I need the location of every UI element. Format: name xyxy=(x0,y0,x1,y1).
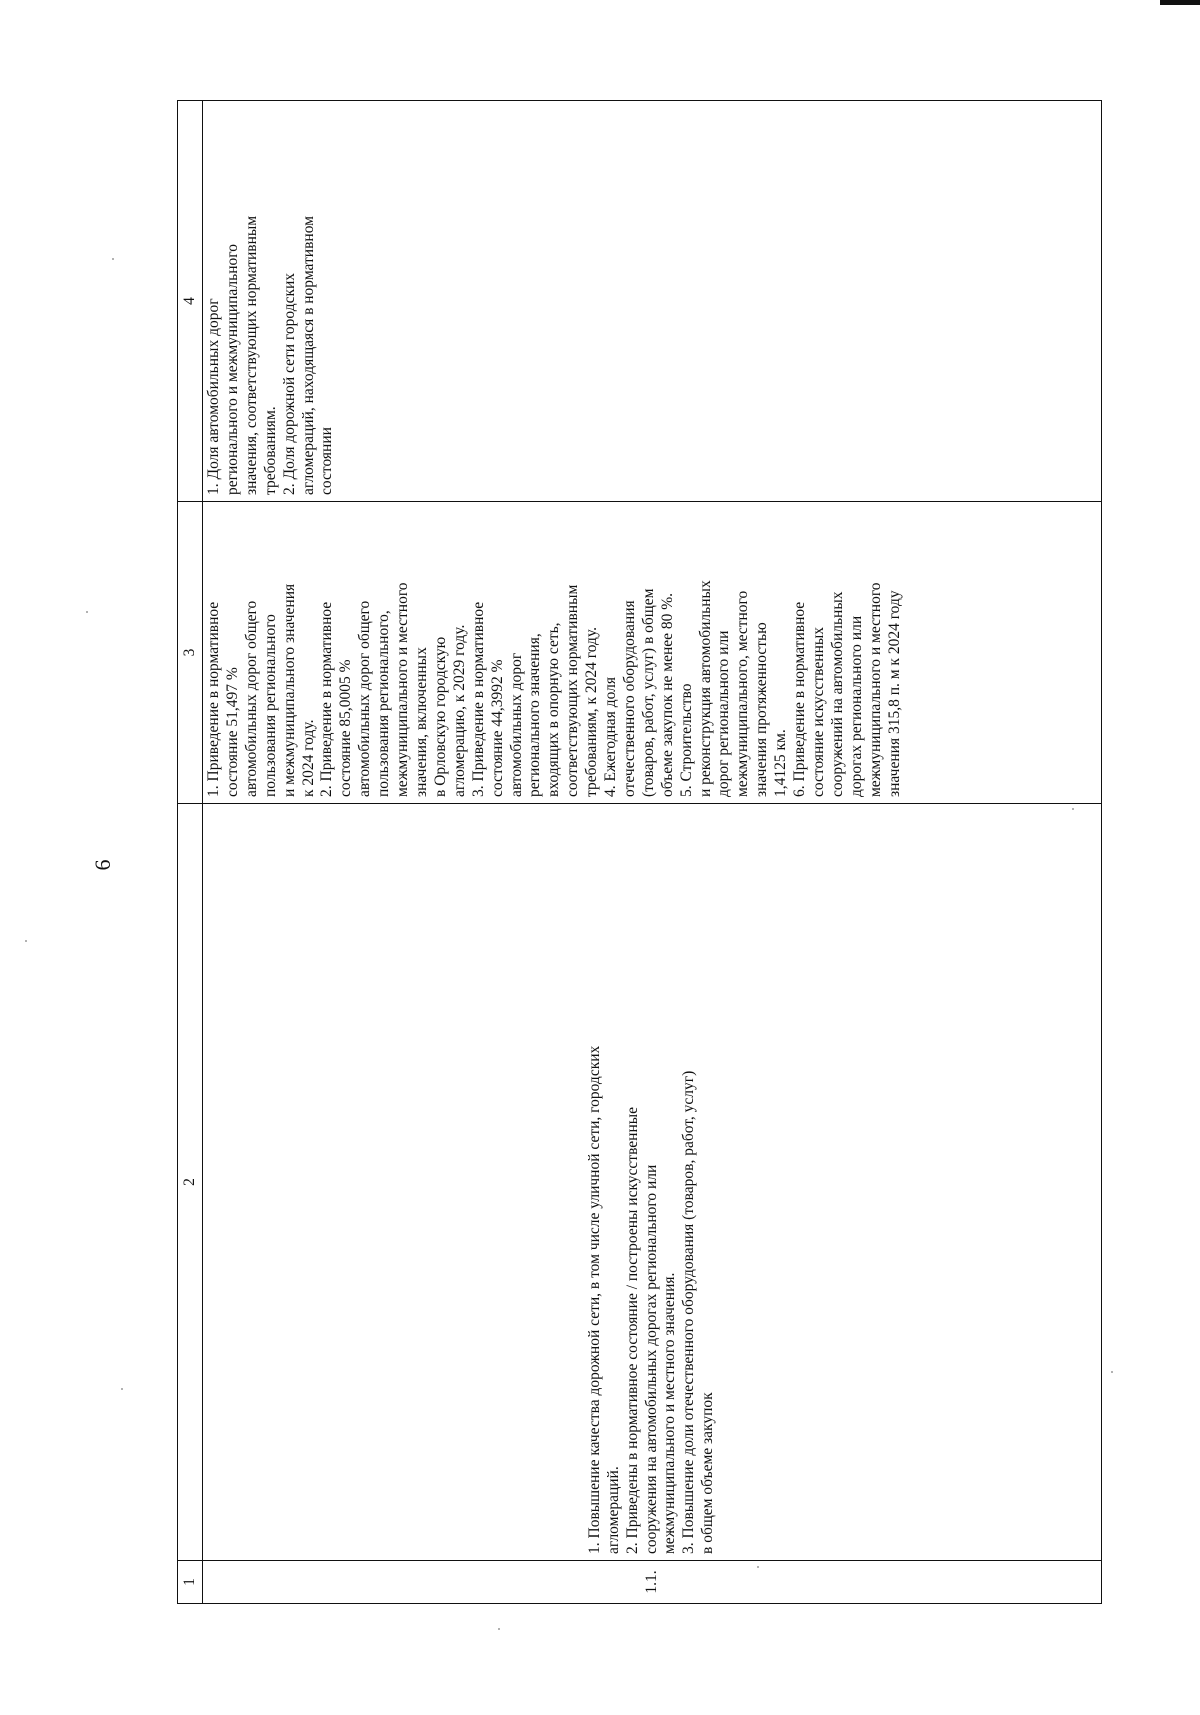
indicators-line: 2. Доля дорожной сети городских xyxy=(280,272,298,495)
tasks-text xyxy=(586,810,718,1554)
header-col-1: 1 xyxy=(178,1561,203,1604)
results-line: и межмуниципального значения xyxy=(280,583,298,797)
table-row xyxy=(203,101,1102,1604)
tasks-cell xyxy=(203,804,1102,1561)
results-line: агломерацию, к 2029 году. xyxy=(450,624,468,797)
results-line: состояние 51,497 % xyxy=(223,667,241,797)
indicators-line: состоянии xyxy=(318,427,336,495)
results-line: пользования регионального, xyxy=(375,610,393,797)
results-line: межмуниципального, местного xyxy=(734,590,752,797)
results-line: состояние искусственных xyxy=(810,626,827,797)
results-line: соответствующих нормативным xyxy=(564,584,582,797)
results-cell xyxy=(203,502,1102,804)
results-line: 6. Приведение в нормативное xyxy=(791,601,809,797)
results-line: требованиям, к 2024 году. xyxy=(583,626,601,797)
results-line: межмуниципального и местного xyxy=(394,582,412,797)
indicators-cell xyxy=(203,101,1102,502)
results-line: автомобильных дорог общего xyxy=(242,600,260,797)
results-line: регионального значения, xyxy=(526,633,544,797)
results-line: межмуниципального и местного xyxy=(866,582,884,797)
table-header-row xyxy=(178,101,203,1604)
tasks-line: 3. Повышение доли отечественного оборудования (товаров, работ, услуг) xyxy=(680,1070,698,1554)
results-line: и реконструкция автомобильных xyxy=(696,580,714,797)
tasks-line: 2. Приведены в нормативное состояние / построены искусственные xyxy=(623,1106,641,1554)
results-line: 3. Приведение в нормативное xyxy=(469,601,487,797)
row-number: 1.1. xyxy=(203,1561,1102,1604)
results-line: 2. Приведение в нормативное xyxy=(318,601,336,797)
results-line: в Орловскую городскую xyxy=(431,636,449,797)
results-line: дорогах регионального или xyxy=(847,615,865,797)
results-line: к 2024 году. xyxy=(299,719,317,797)
results-line: состояние 85,0005 % xyxy=(337,659,355,797)
tasks-line: в общем объеме закупок xyxy=(699,1392,717,1554)
indicators-line: требованиям. xyxy=(261,406,279,495)
page-number: 6 xyxy=(90,859,115,871)
results-line: пользования регионального xyxy=(261,614,279,797)
results-line: значения протяженностью xyxy=(753,622,771,797)
results-line: отечественного оборудования xyxy=(620,600,638,797)
header-col-2: 2 xyxy=(178,804,203,1561)
results-text xyxy=(205,508,905,797)
indicators-line: значения, соответствующих нормативным xyxy=(242,215,260,495)
rotated-table-container xyxy=(177,101,1102,1604)
results-line: автомобильных дорог общего xyxy=(356,600,374,797)
results-line: (товаров, работ, услуг) в общем xyxy=(639,588,657,797)
results-line: автомобильных дорог xyxy=(507,652,525,797)
indicators-line: 1. Доля автомобильных дорог xyxy=(205,298,222,495)
results-line: состояние 44,3992 % xyxy=(488,659,506,797)
tasks-line: 1. Повышение качества дорожной сети, в том числе уличной сети, городских xyxy=(585,1045,603,1554)
results-line: объеме закупок не менее 80 %. xyxy=(658,592,676,797)
header-col-3: 3 xyxy=(178,502,203,804)
indicators-line: агломераций, находящаяся в нормативном xyxy=(299,216,317,495)
results-line: сооружений на автомобильных xyxy=(828,591,846,797)
indicators-table xyxy=(177,100,1102,1604)
scan-edge-mark xyxy=(1160,0,1200,5)
results-line: дорог регионального или xyxy=(715,630,733,797)
results-line: входящих в опорную сеть, xyxy=(545,622,563,797)
results-line: значения 315,8 п. м к 2024 году xyxy=(885,590,903,797)
tasks-line: сооружения на автомобильных дорогах регионального или xyxy=(642,1164,660,1554)
indicators-text xyxy=(205,107,337,495)
tasks-line: агломераций. xyxy=(604,1466,622,1554)
results-line: 5. Строительство xyxy=(677,683,695,797)
results-line: 1,4125 км. xyxy=(772,729,790,797)
results-line: значения, включенных xyxy=(412,647,430,797)
indicators-line: регионального и межмуниципального xyxy=(223,244,241,495)
header-col-4: 4 xyxy=(178,101,203,502)
results-line: 1. Приведение в нормативное xyxy=(205,601,222,797)
results-line: 4. Ежегодная доля xyxy=(602,677,620,797)
tasks-line: межмуниципального и местного значения. xyxy=(661,1272,679,1554)
